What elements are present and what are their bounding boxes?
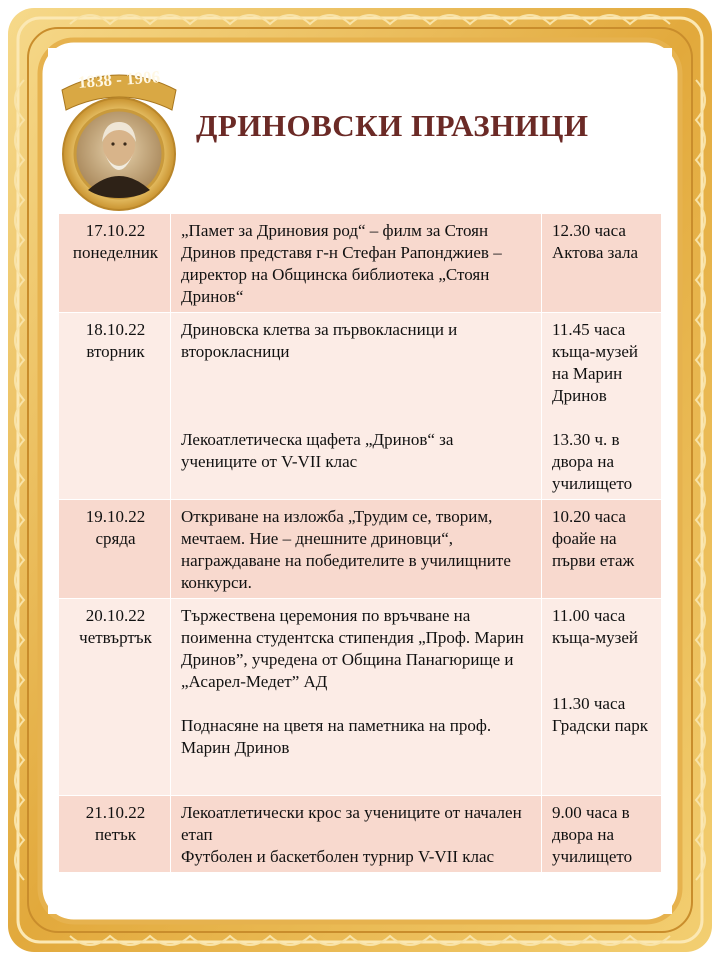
date-cell <box>59 313 171 500</box>
date-cell <box>59 796 171 873</box>
event-cell <box>171 796 542 873</box>
place-text: 9.00 часа в двора на училището <box>552 803 633 866</box>
place-text: 11.00 часа къща-музей <box>552 606 638 647</box>
table-row <box>59 214 662 313</box>
row-day: четвъртък <box>79 628 152 647</box>
row-date: 21.10.22 <box>85 803 146 822</box>
row-date: 19.10.22 <box>85 507 146 526</box>
row-day: петък <box>94 825 137 844</box>
event-text: Лекоатлетическа щафета „Дринов“ за учениците от V-VII клас <box>181 430 454 471</box>
date-cell <box>59 214 171 313</box>
event-cell <box>171 500 542 599</box>
row-date: 18.10.22 <box>85 320 146 339</box>
table-row <box>59 500 662 599</box>
row-date: 20.10.22 <box>85 606 146 625</box>
place-text: 12.30 часа Актова зала <box>552 221 639 262</box>
spacer <box>181 693 533 715</box>
row-date: 17.10.22 <box>85 221 146 240</box>
event-text: Откриване на изложба „Трудим се, творим, мечтаем. Ние – днешните дриновци“, награждаване на победителите в училищните конкурси. <box>181 507 511 592</box>
place-text: 11.30 часа Градски парк <box>552 694 649 735</box>
schedule-table <box>58 213 662 873</box>
spacer <box>552 649 653 693</box>
row-day: понеделник <box>72 243 159 262</box>
event-cell <box>171 214 542 313</box>
event-cell <box>171 313 542 500</box>
place-cell <box>542 599 662 796</box>
table-row <box>59 313 662 500</box>
date-cell <box>59 500 171 599</box>
place-cell <box>542 500 662 599</box>
row-day: сряда <box>95 529 136 548</box>
event-text: „Памет за Дриновия род“ – филм за Стоян Дринов представя г-н Стефан Рапонджиев – директор на Общинска библиотека „Стоян Дринов“ <box>181 221 502 306</box>
event-text: Лекоатлетически крос за учениците от начален етап <box>181 803 522 844</box>
event-text: Тържествена церемония по връчване на поименна студентска стипендия „Проф. Марин Дринов”, учредена от Община Панагюрище и „Асарел-Медет” АД <box>181 606 524 691</box>
place-cell <box>542 214 662 313</box>
event-text: Поднасяне на цветя на паметника на проф. Марин Дринов <box>181 716 492 757</box>
table-row <box>59 599 662 796</box>
spacer <box>181 363 533 429</box>
page-title: ДРИНОВСКИ ПРАЗНИЦИ <box>196 108 589 143</box>
row-day: вторник <box>86 342 145 361</box>
place-text: 11.45 часа къща-музей на Марин Дринов <box>552 320 638 405</box>
place-text: 10.20 часа фоайе на първи етаж <box>552 507 635 570</box>
event-text: Дриновска клетва за първокласници и второкласници <box>181 320 458 361</box>
place-cell <box>542 796 662 873</box>
spacer <box>552 407 653 429</box>
place-cell <box>542 313 662 500</box>
portrait-years: 1838 - 1906 <box>77 67 161 92</box>
event-cell <box>171 599 542 796</box>
place-text: 13.30 ч. в двора на училището <box>552 430 633 493</box>
event-text: Футболен и баскетболен турнир V-VII клас <box>181 847 495 866</box>
date-cell <box>59 599 171 796</box>
table-row <box>59 796 662 873</box>
